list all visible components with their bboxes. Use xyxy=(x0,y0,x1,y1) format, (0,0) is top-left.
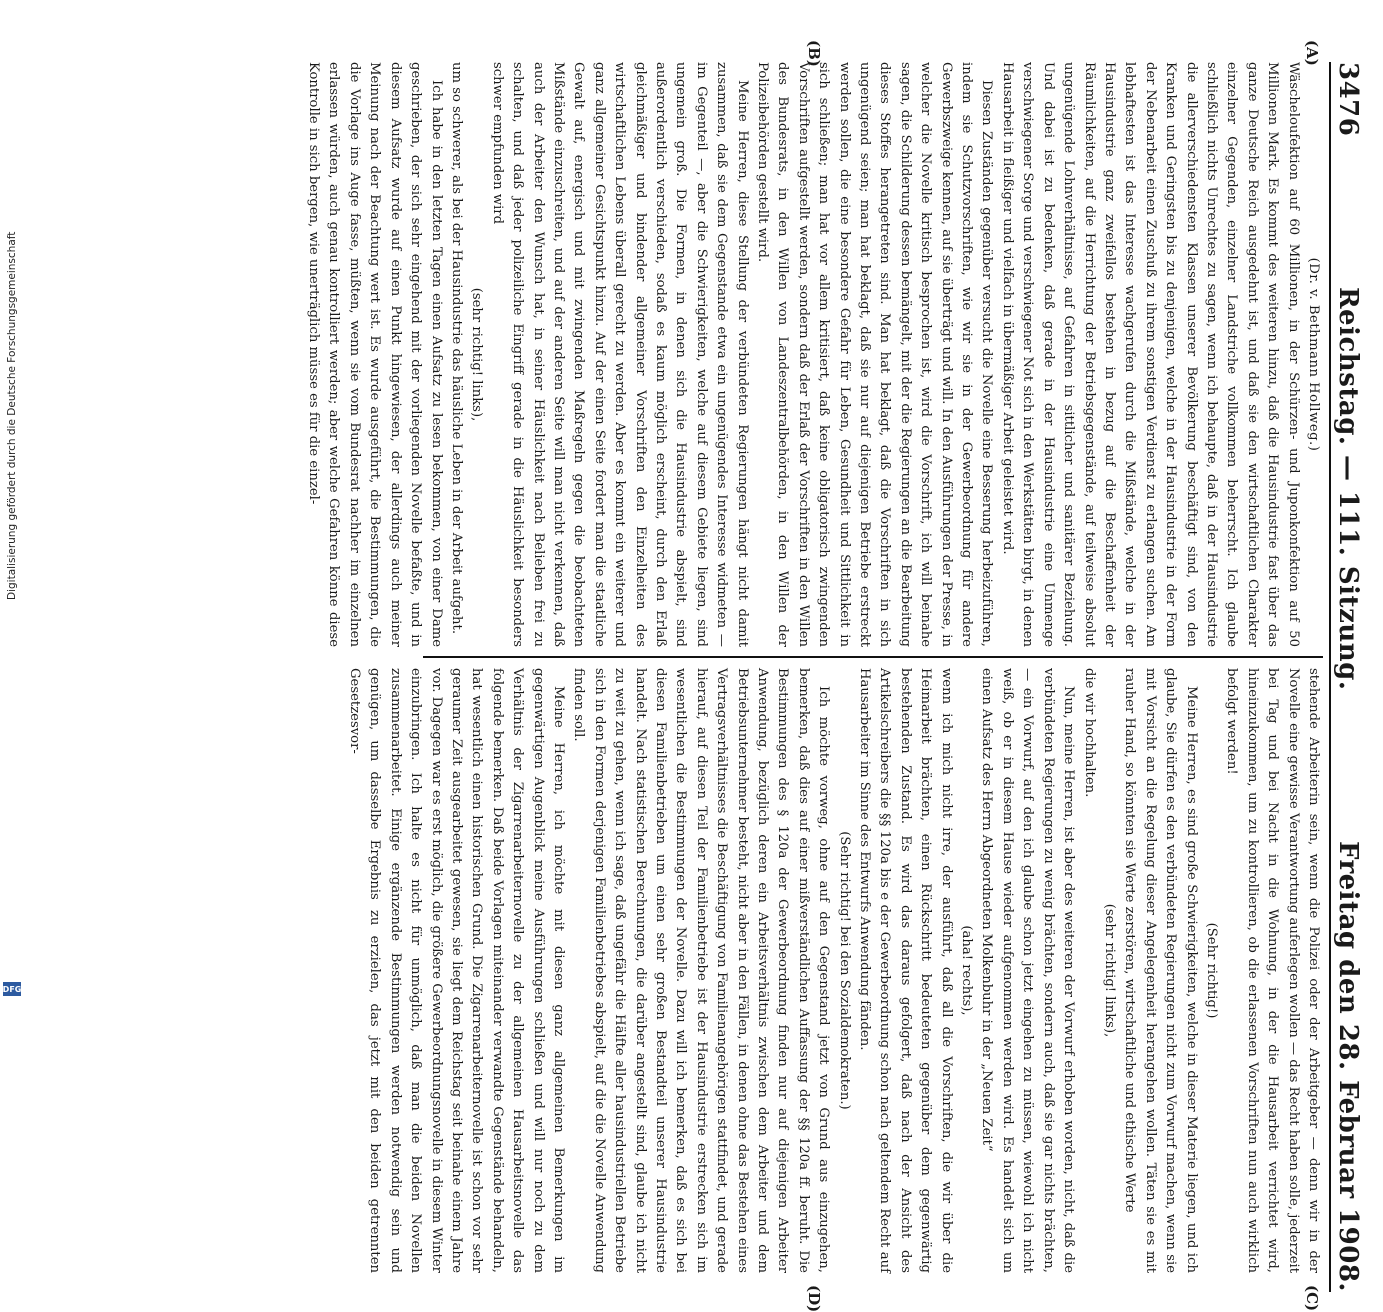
paragraph: Diesen Zuständen gegenüber versucht die Novelle eine Besserung herbeizuführen, indem sie Schutzvorschriften, wie wir sie in der Gewerbeordnung für andere Gewerbszweige kennen, auf sie überträgt und will. In den Ausführungen der Presse, in welcher die Novelle kritisch besprochen ist, wird die Vorschrift, ich will beinahe sagen, die Schilderung dessen bemängelt, mit der die Regierungen an die Bearbeitung dieses Stoffes herangetreten sind. Man hat beklagt, daß die Vorschriften in sich ungenügend seien; man hat beklagt, daß sie nur auf diejenigen Betriebe erstreckt werden sollen, die eine besondere Gefahr für Leben, Gesundheit und Sittlichkeit in sich schließen; man hat vor allem kritisiert, daß keine obligatorisch zwingenden Vorschriften aufgestellt werden, sondern daß der Erlaß der Vorschriften in den Willen des Bundesrats, in den Willen von Landeszentralbehörden, in den Willen der Polizeibehörden gestellt wird. xyxy=(755,62,995,647)
paragraph: Wäscheloufektion auf 60 Millionen, in der Schürzen- und Juponkonfektion auf 50 Millionen Mark. Es kommt des weiteren hinzu, daß die Hausindustrie fast über das ganze Deutsche Reich ausgedehnt ist, und daß sie den wirtschaftlichen Charakter einzelner Gegenden, einzelner Landstriche vollkommen beherrscht. Ich glaube schließlich nichts Unrechtes zu sagen, wenn ich behaupte, daß in der Hausindustrie die allerverschiedensten Klassen unserer Bevölkerung beschäftigt sind, von den Kranken und Geringsten bis zu denjenigen, welche in der Hausindustrie in der Form der Nebenarbeit einen Zuschuß zu ihrem sonstigen Verdienst zu erlangen suchen. Am lebhaftesten ist das Interesse wachgerufen durch die Mißstände, welche in der Hausindustrie ganz zweifellos bestehen in bezug auf die Beschaffenheit der Räumlichkeiten, auf die Herrichtung der Betriebsgegenstände, auf teilweise absolut ungenügende Lohnverhältnisse, auf Gefahren in sittlicher und sanitärer Beziehung. Und dabei ist zu bedenken, daß gerade in der Hausindustrie eine Unmenge verschwiegener Sorge und verschwiegener Not sich in den Werkstätten birgt, in denen Hausarbeit in fleißiger und vielfach in übermäßiger Arbeit geleistet wird. xyxy=(999,62,1301,647)
paragraph: Meine Herren, es sind große Schwierigkeiten, welche in dieser Materie liegen, und ich glaube, Sie dürfen es den verbündeten Regierungen nicht zum Vorwurf machen, wenn sie mit Vorsicht an die Regelung dieser Angelegenheit herangehen wollen. Täten sie es mit rauher Hand, so könnten sie Werte zerstören, wirtschaftliche und ethische Werte xyxy=(1122,668,1199,1273)
interjection: (sehr richtig! links), xyxy=(469,287,485,422)
left-column xyxy=(303,62,1323,647)
page-number: 3476 xyxy=(1333,62,1363,137)
interjection: (aha! rechts), xyxy=(959,925,975,1016)
paragraph: Nun, meine Herren, ist aber des weiteren der Vorwurf erhoben worden, nicht, daß die verbündeten Regierungen zu wenig brächten, sondern auch, daß sie gar nichts brächten, — ein Vorwurf, auf den ich glaube schon jetzt eingehen zu müssen, wiewohl ich nicht weiß, ob er in diesem Hause wieder aufgenommen werden wird. Es handelt sich um einen Aufsatz des Herrn Abgeordneten Molkenbuhr in der „Neuen Zeit“ xyxy=(979,668,1077,1273)
paragraph: wenn ich mich nicht irre, der ausführt, daß all die Vorschriften, die wir über die Heimarbeit brächten, einen Rückschritt bedeuteten gegenüber dem gegenwärtig bestehenden Zustand. Es wird das daraus gefolgert, daß nach der Ansicht des Artikelschreibers die §§ 120a bis e der Gewerbeordnung schon nach geltendem Recht auf Hausarbeiter im Sinne des Entwurfs Anwendung fänden. xyxy=(857,668,954,1273)
column-divider xyxy=(423,656,1323,658)
paragraph: die wir hochhalten. xyxy=(1081,668,1097,798)
digitization-credit: Digitalisierung gefördert durch die Deutsche Forschungsgemeinschaft xyxy=(6,231,18,600)
speaker-name: (Dr. v. Bethmann Hollweg.) xyxy=(1306,257,1321,452)
interjection: (sehr richtig! links), xyxy=(1101,903,1117,1038)
dfg-logo xyxy=(3,982,21,996)
margin-marker-d: (D) xyxy=(805,1285,823,1312)
paragraph: stehende Arbeiterin sein, wenn die Polizei oder der Arbeitgeber — denn wir in der Novelle eine gewisse Verantwortung auferlegen wollen — das Recht haben solle, jederzeit bei Tag und bei Nacht in die Wohnung, in der die Hausarbeit verrichtet wird, hineinzukommen, um zu kontrollieren, ob die erlassenen Vorschriften nun auch wirklich befolgt werden! xyxy=(1224,668,1321,1274)
margin-marker-c: (C) xyxy=(1303,1285,1321,1312)
interjection: (Sehr richtig! bei den Sozialdemokraten.) xyxy=(836,831,852,1110)
paragraph: Meine Herren, diese Stellung der verbündeten Regierungen hängt nicht damit zusammen, daß sie dem Gegenstande etwa ein ungenügendes Interesse widmeten — im Gegenteil —, aber die Schwierigkeiten, welche auf diesem Gebiete liegen, sind ungemein groß. Die Formen, in denen sich die Hausindustrie abspielt, sind außerordentlich verschieden, sodaß es kaum möglich erscheint, durch den Erlaß gleichmäßiger und bindender allgemeiner Vorschriften den Einzelheiten des wirtschaftlichen Lebens überall gerecht zu werden. Aber es kommt ein weiterer und ganz allgemeiner Gesichtspunkt hinzu. Auf der einen Seite fordert man die staatliche Gewalt auf, energisch und mit zwingenden Maßregeln gegen die beobachteten Mißstände einzuschreiten, und auf der anderen Seite will man nicht verkennen, daß auch der Arbeiter den Wunsch hat, in seiner Häuslichkeit nach Belieben frei zu schalten, und daß jeder polizeiliche Eingriff gerade in die Häuslichkeit besonders schwer empfunden wird xyxy=(489,62,750,647)
paragraph: um so schwerer, als bei der Hausindustrie das häusliche Leben in der Arbeit aufgeht. xyxy=(448,62,464,635)
page-header xyxy=(1329,62,1365,1292)
session-title: Reichstag. — 111. Sitzung. xyxy=(1333,286,1363,691)
paragraph: Ich möchte vorweg, ohne auf den Gegenstand jetzt von Grund aus einzugehen, bemerken, daß dies auf einer mißverständlichen Auffassung der §§ 120a ff. beruht. Die Bestimmungen des § 120a der Gewerbeordnung finden nur auf diejenigen Arbeiter Anwendung, bezüglich deren ein Arbeitsverhältnis zwischen dem Arbeiter und dem Betriebsunternehmer besteht, nicht aber in den Fällen, in denen ohne das Bestehen eines Vertragsverhältnisses die Beschäftigung von Familienangehörigen stattfindet, und gerade hierauf, auf diesen Teil der Familienbetriebe ist der Hausindustrie erstrecken sich im wesentlichen die Bestimmungen der Novelle. Dazu will ich bemerken, daß es sich bei diesen Familienbetrieben um einen sehr großen Bestandteil unserer Hausindustrie handelt. Nach statistischen Berechnungen, die darüber angestellt sind, glaube ich nicht zu weit zu gehen, wenn ich sage, daß ungefähr die Hälfte aller hausindustriellen Betriebe sich in den Formen derjenigen Familienbetriebes abspielt, auf die die Novelle Anwendung finden soll. xyxy=(571,668,832,1273)
interjection: (Sehr richtig!) xyxy=(1203,922,1219,1019)
right-column xyxy=(344,668,1324,1273)
session-date: Freitag den 28. Februar 1908. xyxy=(1333,840,1363,1292)
dfg-logo-text: DFG xyxy=(2,984,22,994)
margin-marker-b: (B) xyxy=(805,40,823,67)
paragraph: Meine Herren, ich möchte mit diesen ganz allgemeinen Bemerkungen im gegenwärtigen Augenblick meine Ausführungen schließen und will nur noch zu dem Verhältnis der Zigarrenarbeiternovelle zu der allgemeinen Hausarbeitsnovelle das folgende bemerken. Daß beide Vorlagen miteinander verwandte Gegenstände behandeln, hat wesentlich einen historischen Grund. Die Zigarrenarbeiternovelle ist schon vor sehr geraumer Zeit ausgearbeitet gewesen, sie liegt dem Reichstag seit beinahe einem Jahre vor. Dagegen war es erst möglich, die größere Gewerbeordnungsnovelle in diesem Winter einzubringen. Ich halte es nicht für unmöglich, daß man die beiden Novellen zusammenarbeitet. Einige ergänzende Bestimmungen werden notwendig sein und genügen, um dasselbe Ergebnis zu erzielen, das jetzt mit den beiden getrennten Gesetzesvor- xyxy=(346,668,566,1273)
paragraph: Ich habe in den letzten Tagen einen Aufsatz zu lesen bekommen, von einer Dame geschrieben, der sich sehr eingehend mit der vorliegenden Novelle befaßte, und in diesem Aufsatz wurde auf einen Punkt hingewiesen, der allerdings auch meiner Meinung nach der Beachtung wert ist. Es wurde ausgeführt, die Bestimmungen, die die Vorlage ins Auge fasse, müßten, wenn sie vom Bundesrat nachher im einzelnen erlassen würden, auch genau kontrolliert werden; aber welche Gefahren könne diese Kontrolle in sich bergen, wie unerträglich müsse es für die einzel- xyxy=(306,62,444,647)
margin-marker-a: (A) xyxy=(1303,40,1321,66)
